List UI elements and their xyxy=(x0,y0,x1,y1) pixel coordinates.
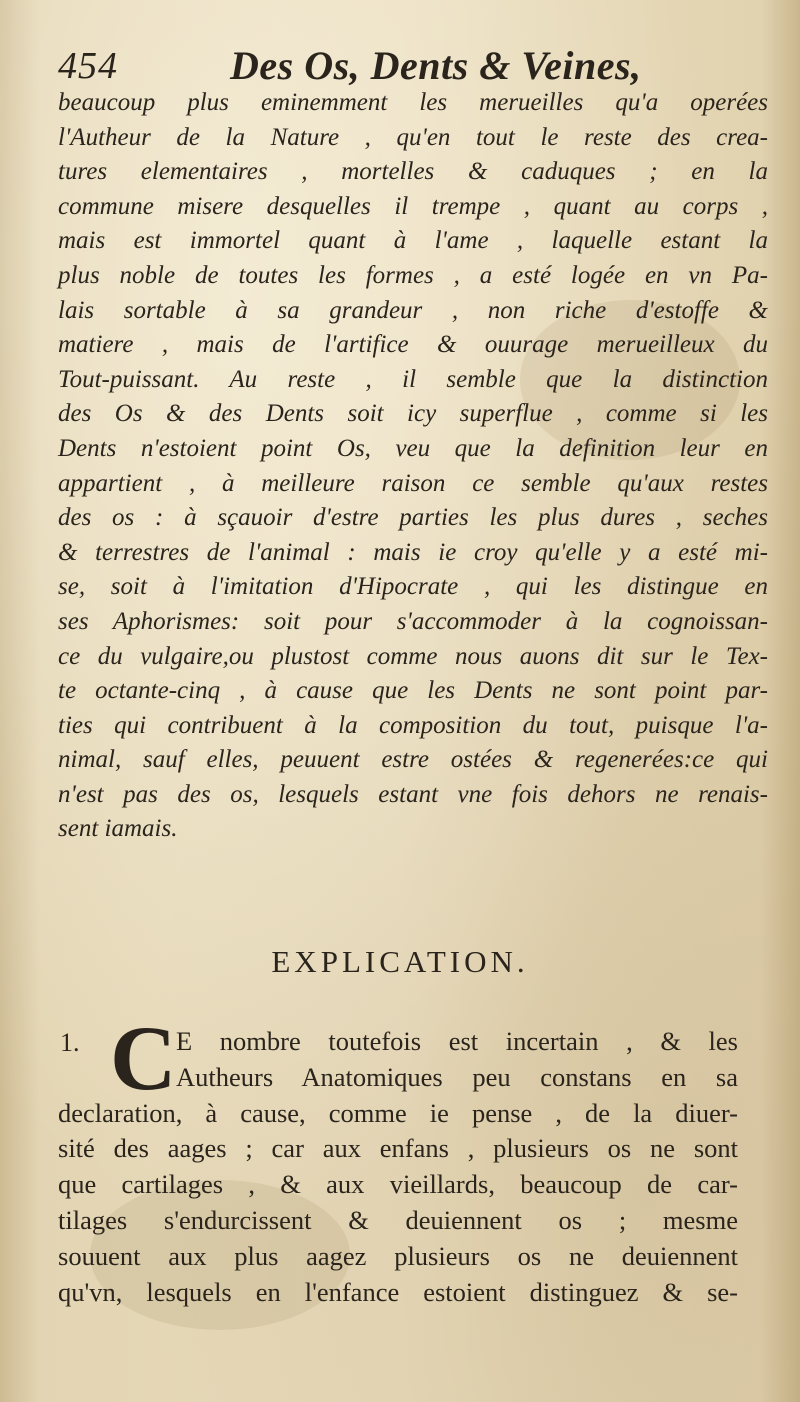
text-line: qu'vn, lesquels en l'enfance estoient distinguez & se- xyxy=(58,1276,738,1307)
page-number: 454 xyxy=(58,45,118,87)
running-head xyxy=(58,38,698,92)
text-line: nimal, sauf elles, peuuent estre ostées & regenerées:ce qui xyxy=(58,746,768,774)
explication-paragraph xyxy=(58,1024,738,1310)
text-line: tilages s'endurcissent & deuiennent os ; mesme xyxy=(58,1204,738,1235)
text-line: commune misere desquelles il trempe , quant au corps , xyxy=(58,192,768,220)
italic-paragraph xyxy=(58,86,768,847)
text-line: se, soit à l'imitation d'Hipocrate , qui les distingue en xyxy=(58,573,768,601)
text-line: ses Aphorismes: soit pour s'accommoder à la cognoissan- xyxy=(58,607,768,635)
text-line: E nombre toutefois est incertain , & les xyxy=(176,1026,738,1056)
text-line: mais est immortel quant à l'ame , laquelle estant la xyxy=(58,227,768,255)
text-line: appartient , à meilleure raison ce semble qu'aux restes xyxy=(58,469,768,497)
text-line: Autheurs Anatomiques peu constans en sa xyxy=(176,1061,738,1092)
text-line: ce du vulgaire,ou plustost comme nous auons dit sur le Tex- xyxy=(58,642,768,670)
note-marker: 1. xyxy=(60,1028,80,1057)
text-line: ties qui contribuent à la composition du tout, puisque l'a- xyxy=(58,711,768,739)
text-line: souuent aux plus aagez plusieurs os ne deuiennent xyxy=(58,1240,738,1271)
text-line: que cartilages , & aux vieillards, beaucoup de car- xyxy=(58,1169,738,1200)
text-line: sité des aages ; car aux enfans , plusieurs os ne sont xyxy=(58,1133,738,1164)
text-line: Tout-puissant. Au reste , il semble que la distinction xyxy=(58,365,768,393)
text-line: l'Autheur de la Nature , qu'en tout le reste des crea- xyxy=(58,123,768,151)
text-line: beaucoup plus eminemment les merueilles qu'a operées xyxy=(58,89,768,116)
section-heading: EXPLICATION. xyxy=(271,944,529,979)
text-line: lais sortable à sa grandeur , non riche d'estoffe & xyxy=(58,296,768,324)
text-line: Dents n'estoient point Os, veu que la definition leur en xyxy=(58,434,768,462)
text-line: plus noble de toutes les formes , a esté logée en vn Pa- xyxy=(58,261,768,289)
text-line: tures elementaires , mortelles & caduques ; en la xyxy=(58,158,768,186)
text-line: declaration, à cause, comme ie pense , de la diuer- xyxy=(58,1097,738,1128)
text-line: des Os & des Dents soit icy superflue , comme si les xyxy=(58,400,768,428)
text-line: & terrestres de l'animal : mais ie croy qu'elle y a esté mi- xyxy=(58,538,768,566)
drop-cap: C xyxy=(110,1007,177,1109)
text-line: n'est pas des os, lesquels estant vne fois dehors ne renais- xyxy=(58,780,768,808)
text-line: te octante-cinq , à cause que les Dents ne sont point par- xyxy=(58,677,768,705)
text-line: matiere , mais de l'artifice & ouurage merueilleux du xyxy=(58,331,768,359)
running-title: Des Os, Dents & Veines, xyxy=(230,43,642,88)
text-line: sent iamais. xyxy=(58,815,178,843)
text-line: des os : à sçauoir d'estre parties les plus dures , seches xyxy=(58,504,768,532)
